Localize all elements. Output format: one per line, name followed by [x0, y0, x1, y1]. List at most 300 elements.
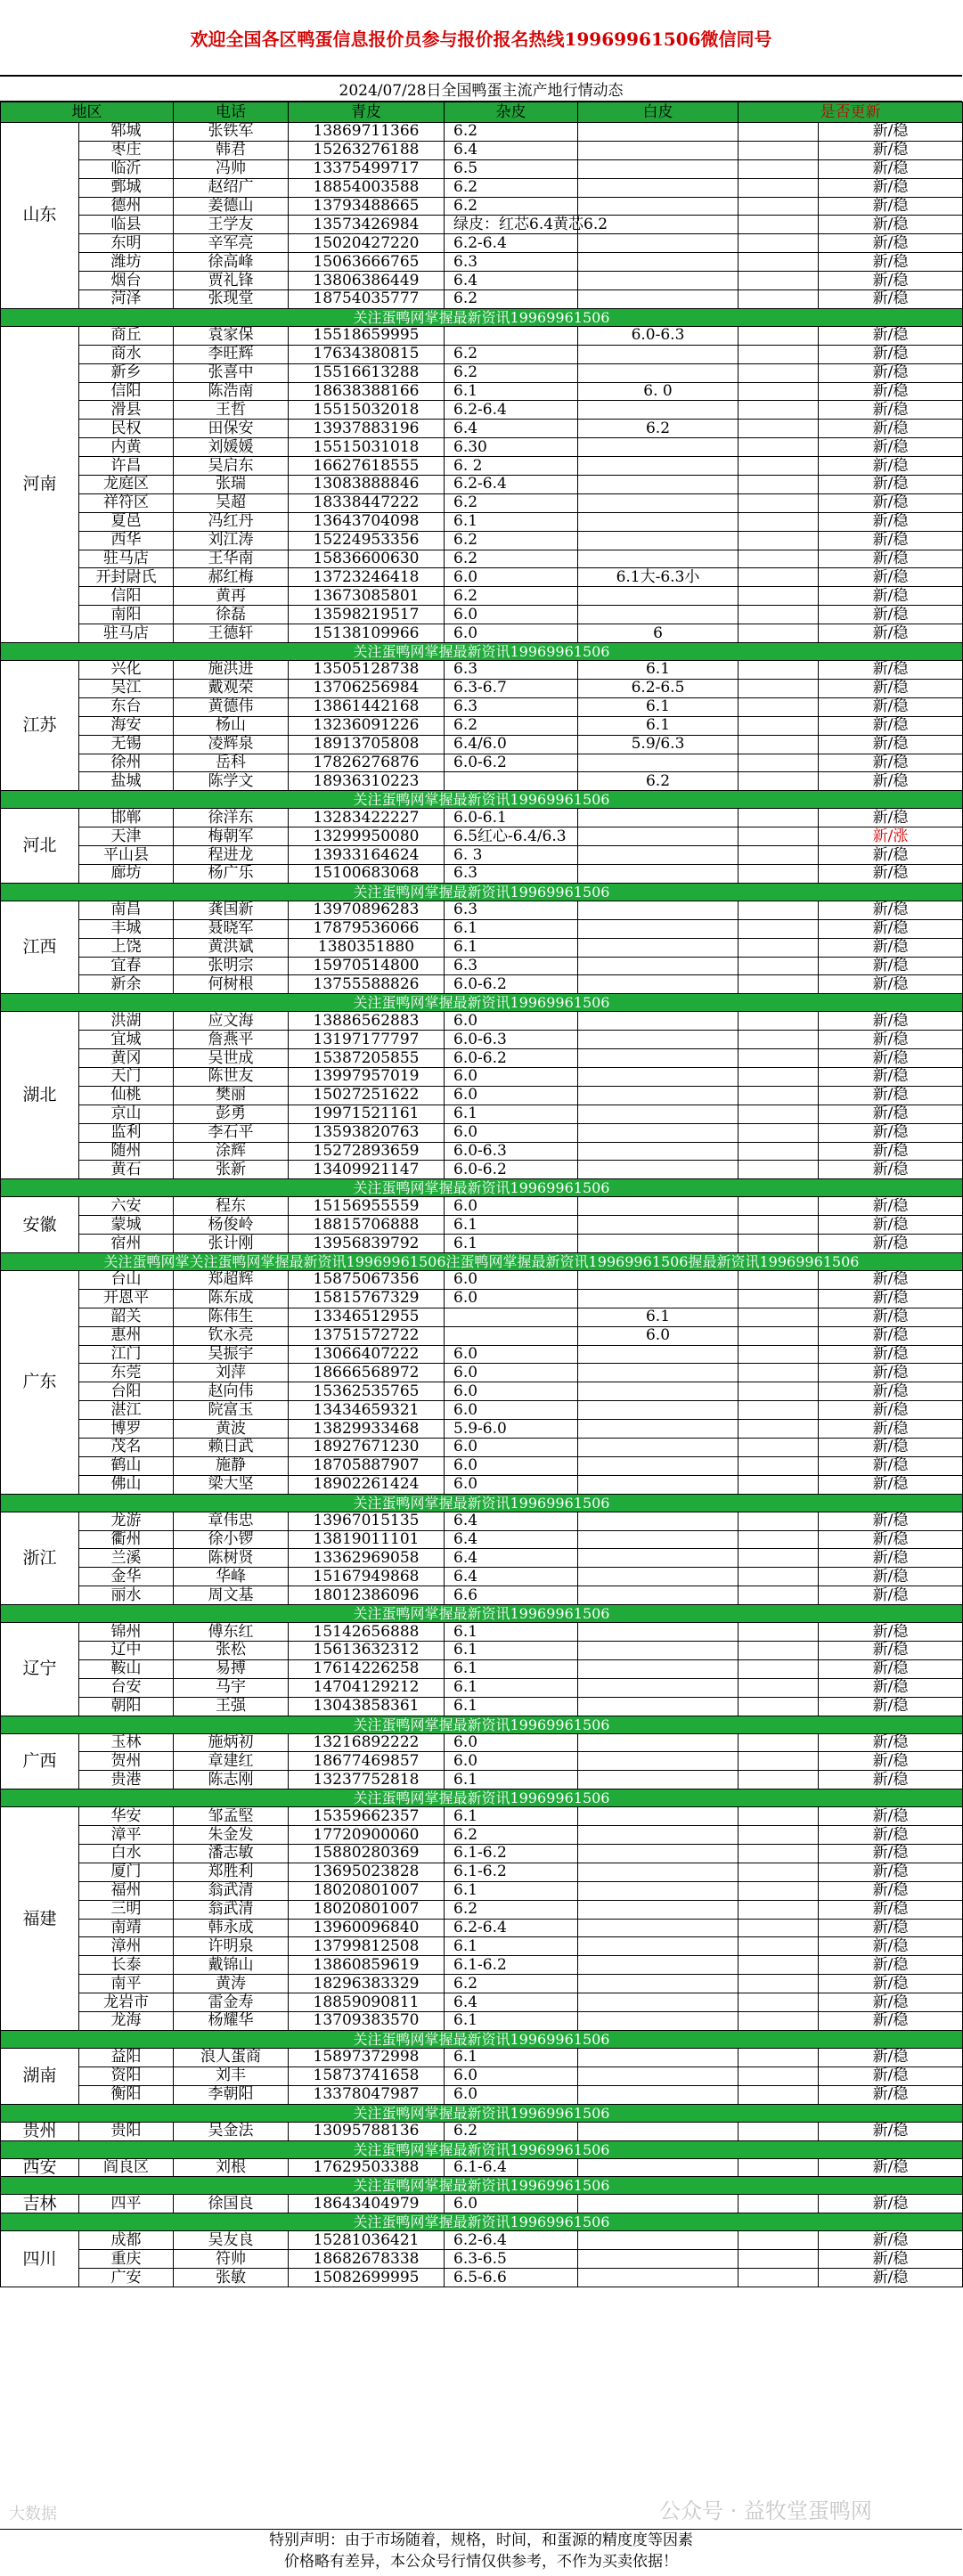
header-white: 白皮: [578, 102, 739, 123]
table-row: [1, 1549, 963, 1568]
table-row: [1, 938, 963, 957]
white-shell-price: [739, 2250, 819, 2269]
update-status: 新/稳: [819, 1881, 963, 1900]
contact-name: 雷金寿: [174, 1993, 289, 2012]
phone-number: 13937883196: [289, 420, 445, 438]
mixed-shell-price: [578, 1161, 739, 1179]
white-shell-price: [739, 234, 819, 253]
phone-number: 18902261424: [289, 1475, 445, 1494]
green-shell-price: 6.1: [445, 1697, 578, 1716]
phone-number: 15020427220: [289, 234, 445, 253]
city-name: 丽水: [79, 1586, 174, 1605]
update-status: 新/稳: [819, 1345, 963, 1364]
contact-name: 陈世友: [174, 1067, 289, 1086]
table-row: [1, 2231, 963, 2250]
city-name: 韶关: [79, 1308, 174, 1326]
update-status: 新/稳: [819, 1975, 963, 1993]
mixed-shell-price: [578, 197, 739, 216]
mixed-shell-price: [578, 1105, 739, 1123]
green-shell-price: 6.3-6.7: [445, 679, 578, 697]
white-shell-price: [739, 587, 819, 606]
phone-number: 13375499717: [289, 159, 445, 178]
white-shell-price: [739, 2231, 819, 2250]
white-shell-price: [739, 1937, 819, 1956]
green-shell-price: 6.4: [445, 1530, 578, 1549]
mixed-shell-price: [578, 234, 739, 253]
white-shell-price: [739, 476, 819, 494]
phone-number: 13706256984: [289, 679, 445, 697]
mixed-shell-price: [578, 1364, 739, 1382]
table-row: [1, 957, 963, 975]
green-shell-price: 6.0-6.3: [445, 1142, 578, 1161]
white-shell-price: [739, 661, 819, 680]
update-status: 新/稳: [819, 493, 963, 512]
contact-name: 吴友良: [174, 2231, 289, 2250]
green-shell-price: 6.2-6.4: [445, 2231, 578, 2250]
table-row: [1, 1956, 963, 1975]
white-shell-price: [739, 1289, 819, 1308]
green-shell-price: 6.2: [445, 197, 578, 216]
table-row: [1, 864, 963, 883]
update-status: 新/稳: [819, 1659, 963, 1678]
mixed-shell-price: [578, 1345, 739, 1364]
contact-name: 刘萍: [174, 1364, 289, 1382]
mixed-shell-price: [578, 1733, 739, 1752]
mixed-shell-price: [578, 550, 739, 568]
city-name: 信阳: [79, 587, 174, 606]
green-shell-price: 6.1-6.2: [445, 1845, 578, 1863]
region-name: 江西: [1, 901, 79, 993]
city-name: 菏泽: [79, 290, 174, 309]
contact-name: 翁武清: [174, 1900, 289, 1919]
phone-number: 13806386449: [289, 272, 445, 290]
city-name: 潍坊: [79, 253, 174, 272]
mixed-shell-price: [578, 1586, 739, 1605]
white-shell-price: [739, 1530, 819, 1549]
city-name: 盐城: [79, 772, 174, 791]
table-row: [1, 493, 963, 512]
mixed-shell-price: [578, 1623, 739, 1642]
green-shell-price: 6.1: [445, 1216, 578, 1235]
green-shell-price: 6.0: [445, 1475, 578, 1494]
city-name: 新余: [79, 975, 174, 994]
green-shell-price: 6.0: [445, 568, 578, 587]
contact-name: 钦永亮: [174, 1326, 289, 1345]
white-shell-price: [739, 1270, 819, 1289]
mixed-shell-price: [578, 476, 739, 494]
city-name: 贵港: [79, 1771, 174, 1789]
region-name: 山东: [1, 123, 79, 309]
contact-name: 吴世成: [174, 1049, 289, 1068]
green-shell-price: 6.6: [445, 1586, 578, 1605]
phone-number: 15156955559: [289, 1197, 445, 1216]
follow-banner-text: 关注蛋鸭网掌握最新资讯19969961506: [1, 643, 963, 661]
contact-name: 朱金发: [174, 1826, 289, 1845]
city-name: 博罗: [79, 1420, 174, 1439]
green-shell-price: [445, 326, 578, 345]
phone-number: 13643704098: [289, 512, 445, 531]
table-row: [1, 1308, 963, 1326]
contact-name: 赵绍广: [174, 178, 289, 197]
mixed-shell-price: 6: [578, 624, 739, 643]
update-status: 新/稳: [819, 975, 963, 994]
phone-number: 15027251622: [289, 1086, 445, 1105]
white-shell-price: [739, 1420, 819, 1439]
update-status: 新/稳: [819, 697, 963, 716]
update-status: 新/稳: [819, 679, 963, 697]
update-status: 新/稳: [819, 1161, 963, 1179]
white-shell-price: [739, 1142, 819, 1161]
green-shell-price: 6.1: [445, 1623, 578, 1642]
contact-name: 刘丰: [174, 2067, 289, 2085]
contact-name: 施静: [174, 1456, 289, 1475]
mixed-shell-price: [578, 754, 739, 772]
mixed-shell-price: [578, 1900, 739, 1919]
green-shell-price: 6.4: [445, 1549, 578, 1568]
green-shell-price: 6.1: [445, 1771, 578, 1789]
contact-name: 张明宗: [174, 957, 289, 975]
update-status: 新/稳: [819, 606, 963, 624]
green-shell-price: 5.9-6.0: [445, 1420, 578, 1439]
update-status: 新/稳: [819, 216, 963, 234]
phone-number: 15063666765: [289, 253, 445, 272]
top-banner: 欢迎全国各区鸭蛋信息报价员参与报价报名热线19969961506微信同号: [0, 0, 962, 77]
table-row: [1, 1086, 963, 1105]
city-name: 东莞: [79, 1364, 174, 1382]
update-status: 新/稳: [819, 957, 963, 975]
phone-number: 13967015135: [289, 1512, 445, 1530]
green-shell-price: 6.3: [445, 901, 578, 919]
contact-name: 杨耀华: [174, 2012, 289, 2031]
phone-number: 13095788136: [289, 2122, 445, 2140]
phone-number: 13505128738: [289, 661, 445, 680]
city-name: 祥符区: [79, 493, 174, 512]
contact-name: 施炳初: [174, 1733, 289, 1752]
contact-name: 黄再: [174, 587, 289, 606]
city-name: 宜城: [79, 1031, 174, 1049]
update-status: 新/稳: [819, 1642, 963, 1660]
contact-name: 施洪进: [174, 661, 289, 680]
table-row: [1, 1678, 963, 1697]
phone-number: 15359662357: [289, 1807, 445, 1826]
green-shell-price: 6.1: [445, 1235, 578, 1253]
update-status: 新/稳: [819, 290, 963, 309]
table-row: [1, 697, 963, 716]
green-shell-price: 6.0: [445, 1197, 578, 1216]
white-shell-price: [739, 938, 819, 957]
update-status: 新/稳: [819, 1123, 963, 1142]
white-shell-price: [739, 290, 819, 309]
mixed-shell-price: [578, 493, 739, 512]
phone-number: 13236091226: [289, 716, 445, 735]
green-shell-price: 6.0: [445, 1733, 578, 1752]
city-name: 驻马店: [79, 624, 174, 643]
table-row: [1, 1937, 963, 1956]
update-status: 新/稳: [819, 1549, 963, 1568]
update-status: 新/稳: [819, 1845, 963, 1863]
city-name: 南平: [79, 1975, 174, 1993]
white-shell-price: [739, 1826, 819, 1845]
table-row: [1, 1568, 963, 1586]
green-shell-price: 6.0: [445, 1401, 578, 1420]
table-row: [1, 438, 963, 457]
update-status: 新/稳: [819, 253, 963, 272]
green-shell-price: 6.0: [445, 1289, 578, 1308]
city-name: 龙游: [79, 1512, 174, 1530]
city-name: 开封尉氏: [79, 568, 174, 587]
mixed-shell-price: [578, 587, 739, 606]
green-shell-price: 6.4: [445, 272, 578, 290]
contact-name: 刘媛媛: [174, 438, 289, 457]
green-shell-price: 6.3: [445, 957, 578, 975]
table-row: [1, 2067, 963, 2085]
update-status: 新/稳: [819, 1512, 963, 1530]
green-shell-price: 6.1: [445, 2048, 578, 2067]
table-row: [1, 1642, 963, 1660]
table-row: [1, 401, 963, 420]
table-row: [1, 512, 963, 531]
table-row: [1, 735, 963, 754]
city-name: 西华: [79, 531, 174, 550]
update-status: 新/稳: [819, 661, 963, 680]
contact-name: 王哲: [174, 401, 289, 420]
contact-name: 吴启东: [174, 457, 289, 476]
green-shell-price: 6.0: [445, 606, 578, 624]
white-shell-price: [739, 1475, 819, 1494]
city-name: 蒙城: [79, 1216, 174, 1235]
city-name: 天门: [79, 1067, 174, 1086]
update-status: 新/稳: [819, 1586, 963, 1605]
contact-name: 张现堂: [174, 290, 289, 309]
white-shell-price: [739, 1752, 819, 1771]
mixed-shell-price: [578, 141, 739, 159]
region-name: 湖北: [1, 1012, 79, 1179]
table-row: [1, 1105, 963, 1123]
update-status: 新/稳: [819, 1364, 963, 1382]
update-status: 新/稳: [819, 2067, 963, 2085]
contact-name: 黄波: [174, 1420, 289, 1439]
mixed-shell-price: [578, 1012, 739, 1031]
phone-number: 15613632312: [289, 1642, 445, 1660]
city-name: 洪湖: [79, 1012, 174, 1031]
mixed-shell-price: [578, 457, 739, 476]
green-shell-price: 6.3-6.5: [445, 2250, 578, 2269]
contact-name: 李石平: [174, 1123, 289, 1142]
contact-name: 黄涛: [174, 1975, 289, 1993]
city-name: 茂名: [79, 1439, 174, 1457]
white-shell-price: [739, 1382, 819, 1401]
contact-name: 华峰: [174, 1568, 289, 1586]
green-shell-price: 6.1: [445, 512, 578, 531]
follow-banner: [1, 2104, 963, 2122]
mixed-shell-price: [578, 253, 739, 272]
table-row: [1, 550, 963, 568]
city-name: 朝阳: [79, 1697, 174, 1716]
phone-number: 15516613288: [289, 363, 445, 382]
table-row: [1, 2122, 963, 2140]
contact-name: 凌辉泉: [174, 735, 289, 754]
green-shell-price: 6.3: [445, 253, 578, 272]
table-row: [1, 1142, 963, 1161]
update-status: 新/稳: [819, 159, 963, 178]
city-name: 邯郸: [79, 809, 174, 827]
contact-name: 张计刚: [174, 1235, 289, 1253]
table-row: [1, 2158, 963, 2177]
table-row: [1, 568, 963, 587]
city-name: 阎良区: [79, 2158, 174, 2177]
white-shell-price: [739, 438, 819, 457]
mixed-shell-price: 6.1: [578, 1308, 739, 1326]
update-status: 新/稳: [819, 1308, 963, 1326]
update-status: 新/稳: [819, 754, 963, 772]
table-row: [1, 1439, 963, 1457]
table-header: [1, 102, 963, 123]
city-name: 衢州: [79, 1530, 174, 1549]
contact-name: 徐小锣: [174, 1530, 289, 1549]
update-status: 新/稳: [819, 809, 963, 827]
update-status: 新/稳: [819, 1678, 963, 1697]
city-name: 枣庄: [79, 141, 174, 159]
mixed-shell-price: [578, 1919, 739, 1937]
mixed-shell-price: [578, 1530, 739, 1549]
green-shell-price: 6.2: [445, 1900, 578, 1919]
follow-banner-text: 关注蛋鸭网掌握最新资讯19969961506: [1, 883, 963, 901]
city-name: 广安: [79, 2269, 174, 2287]
table-row: [1, 420, 963, 438]
green-shell-price: 6.1-6.4: [445, 2158, 578, 2177]
region-name: 西安: [1, 2158, 79, 2177]
mixed-shell-price: [578, 1752, 739, 1771]
contact-name: 黄德伟: [174, 697, 289, 716]
city-name: 京山: [79, 1105, 174, 1123]
follow-banner-text: 关注蛋鸭网掌握最新资讯19969961506: [1, 2177, 963, 2195]
phone-number: 15515032018: [289, 401, 445, 420]
phone-number: 15836600630: [289, 550, 445, 568]
city-name: 南靖: [79, 1919, 174, 1937]
green-shell-price: 6.0: [445, 624, 578, 643]
mixed-shell-price: 6.1: [578, 697, 739, 716]
follow-banner-text: 关注蛋鸭网掌握最新资讯19969961506: [1, 994, 963, 1012]
mixed-shell-price: [578, 1197, 739, 1216]
city-name: 台阳: [79, 1382, 174, 1401]
header-green: 青皮: [289, 102, 445, 123]
city-name: 长泰: [79, 1956, 174, 1975]
phone-number: 13083888846: [289, 476, 445, 494]
green-shell-price: 6.0-6.2: [445, 754, 578, 772]
city-name: 龙岩市: [79, 1993, 174, 2012]
update-status: 新/稳: [819, 550, 963, 568]
white-shell-price: [739, 141, 819, 159]
contact-name: 张松: [174, 1642, 289, 1660]
table-row: [1, 716, 963, 735]
green-shell-price: 6.2-6.4: [445, 1919, 578, 1937]
table-row: [1, 476, 963, 494]
contact-name: 辛军亮: [174, 234, 289, 253]
white-shell-price: [739, 1401, 819, 1420]
update-status: 新/稳: [819, 1289, 963, 1308]
mixed-shell-price: [578, 1512, 739, 1530]
city-name: 湛江: [79, 1401, 174, 1420]
follow-banner-text: 关注蛋鸭网掌握最新资讯19969961506: [1, 1605, 963, 1623]
white-shell-price: [739, 2269, 819, 2287]
table-row: [1, 2250, 963, 2269]
contact-name: 韩永成: [174, 1919, 289, 1937]
contact-name: 赖日武: [174, 1439, 289, 1457]
green-shell-price: 6.0-6.2: [445, 1161, 578, 1179]
white-shell-price: [739, 1161, 819, 1179]
phone-number: 15281036421: [289, 2231, 445, 2250]
contact-name: 郑胜利: [174, 1863, 289, 1881]
city-name: 鹤山: [79, 1456, 174, 1475]
header-region: 地区: [1, 102, 174, 123]
table-row: [1, 1401, 963, 1420]
contact-name: 刘根: [174, 2158, 289, 2177]
white-shell-price: [739, 363, 819, 382]
white-shell-price: [739, 568, 819, 587]
mixed-shell-price: [578, 178, 739, 197]
phone-number: 18854003588: [289, 178, 445, 197]
city-name: 三明: [79, 1900, 174, 1919]
table-row: [1, 1752, 963, 1771]
phone-number: 13829933468: [289, 1420, 445, 1439]
update-status: 新/稳: [819, 568, 963, 587]
contact-name: 戴锦山: [174, 1956, 289, 1975]
mixed-shell-price: [578, 809, 739, 827]
table-row: [1, 1270, 963, 1289]
white-shell-price: [739, 735, 819, 754]
city-name: 商丘: [79, 326, 174, 345]
city-name: 江门: [79, 1345, 174, 1364]
mixed-shell-price: [578, 1642, 739, 1660]
contact-name: 易搏: [174, 1659, 289, 1678]
white-shell-price: [739, 326, 819, 345]
mixed-shell-price: [578, 1439, 739, 1457]
table-row: [1, 1475, 963, 1494]
phone-number: 13997957019: [289, 1067, 445, 1086]
table-row: [1, 846, 963, 865]
mixed-shell-price: [578, 512, 739, 531]
green-shell-price: 6.5: [445, 159, 578, 178]
footer-notice: [0, 2529, 962, 2576]
white-shell-price: [739, 345, 819, 363]
table-row: [1, 531, 963, 550]
table-row: [1, 1161, 963, 1179]
contact-name: 吴超: [174, 493, 289, 512]
watermark-left: 大数据: [9, 2505, 57, 2523]
phone-number: 17629503388: [289, 2158, 445, 2177]
white-shell-price: [739, 2048, 819, 2067]
phone-number: 13573426984: [289, 216, 445, 234]
phone-number: 17826276876: [289, 754, 445, 772]
phone-number: 15142656888: [289, 1623, 445, 1642]
city-name: 临县: [79, 216, 174, 234]
green-shell-price: 6.0: [445, 1456, 578, 1475]
contact-name: 樊丽: [174, 1086, 289, 1105]
table-row: [1, 975, 963, 994]
contact-name: 龚国新: [174, 901, 289, 919]
green-shell-price: 6.0: [445, 1345, 578, 1364]
phone-number: 13723246418: [289, 568, 445, 587]
white-shell-price: [739, 401, 819, 420]
follow-banner: [1, 1605, 963, 1623]
table-row: [1, 326, 963, 345]
city-name: 衡阳: [79, 2085, 174, 2104]
mixed-shell-price: [578, 345, 739, 363]
city-name: 玉林: [79, 1733, 174, 1752]
city-name: 漳平: [79, 1826, 174, 1845]
city-name: 益阳: [79, 2048, 174, 2067]
mixed-shell-price: 6.0: [578, 1326, 739, 1345]
